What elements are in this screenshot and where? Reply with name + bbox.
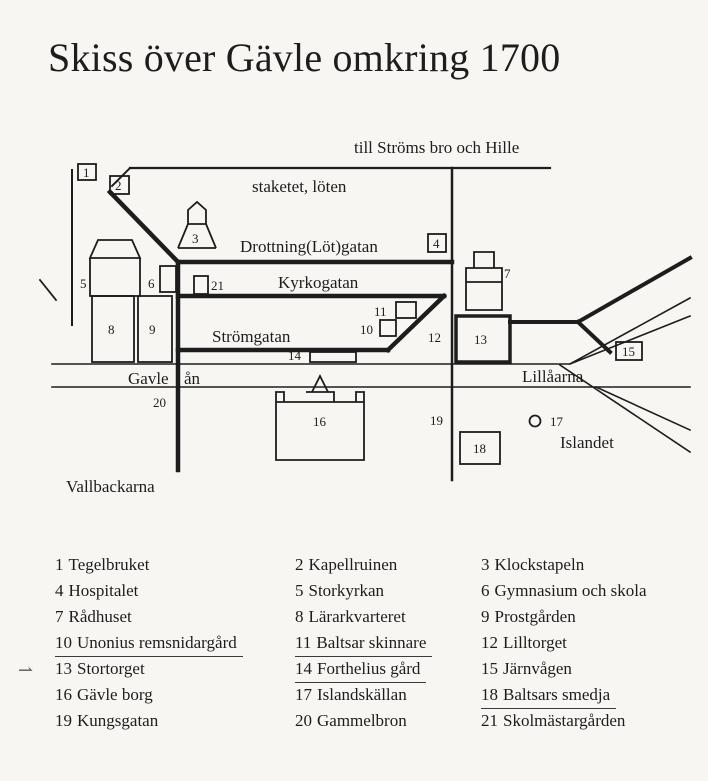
number-10: 10	[360, 322, 373, 337]
number-5: 5	[80, 276, 87, 291]
legend-name: Forthelius gård	[317, 659, 421, 678]
label-vallbackarna: Vallbackarna	[66, 477, 155, 496]
legend	[55, 552, 695, 734]
legend-name: Tegelbruket	[68, 555, 150, 574]
legend-number: 14	[295, 659, 312, 678]
legend-name: Prostgården	[494, 607, 576, 626]
box-6	[160, 266, 176, 292]
road-islandet-2	[596, 387, 690, 430]
legend-name: Rådhuset	[68, 607, 132, 626]
number-4: 4	[433, 236, 440, 251]
legend-name: Baltsar skinnare	[316, 633, 427, 652]
west-edge-line	[40, 280, 56, 300]
legend-number: 11	[295, 633, 312, 652]
legend-number: 2	[295, 555, 304, 574]
legend-name: Storkyrkan	[308, 581, 385, 600]
number-17: 17	[550, 414, 563, 429]
legend-item	[481, 578, 647, 604]
marker-17-islandskallan	[530, 416, 541, 427]
legend-number: 9	[481, 607, 490, 626]
page-title: Skiss över Gävle omkring 1700	[48, 35, 561, 80]
number-20: 20	[153, 395, 166, 410]
building-5-storkyrkan	[90, 240, 140, 296]
number-11: 11	[374, 304, 387, 319]
legend-item	[481, 656, 572, 682]
number-3: 3	[192, 231, 199, 246]
number-18: 18	[473, 441, 486, 456]
legend-name: Skolmästargården	[503, 711, 626, 730]
legend-item	[481, 552, 584, 578]
legend-number: 21	[481, 711, 498, 730]
legend-number: 20	[295, 711, 312, 730]
legend-item	[55, 552, 149, 578]
label-kyrkogatan: Kyrkogatan	[278, 273, 359, 292]
margin-pen-mark: ⇀	[18, 660, 34, 680]
legend-number: 7	[55, 607, 64, 626]
legend-name: Kungsgatan	[77, 711, 159, 730]
number-6: 6	[148, 276, 155, 291]
legend-row	[55, 604, 695, 630]
legend-number: 13	[55, 659, 72, 678]
legend-name: Islandskällan	[317, 685, 407, 704]
label-stromgatan: Strömgatan	[212, 327, 291, 346]
legend-item	[55, 708, 158, 734]
legend-number: 17	[295, 685, 312, 704]
number-8: 8	[108, 322, 115, 337]
legend-name: Lilltorget	[503, 633, 567, 652]
legend-name: Klockstapeln	[494, 555, 585, 574]
legend-row	[55, 552, 695, 578]
legend-number: 15	[481, 659, 498, 678]
number-1: 1	[83, 165, 90, 180]
number-9: 9	[149, 322, 156, 337]
number-7: 7	[504, 266, 511, 281]
legend-item	[55, 682, 153, 708]
box-11	[396, 302, 416, 318]
number-13: 13	[474, 332, 487, 347]
number-21: 21	[211, 278, 224, 293]
legend-number: 1	[55, 555, 64, 574]
legend-name: Hospitalet	[68, 581, 139, 600]
legend-number: 12	[481, 633, 498, 652]
number-16: 16	[313, 414, 326, 429]
legend-item	[295, 578, 384, 604]
road-diagonal	[110, 192, 178, 262]
label-islandet: Islandet	[560, 433, 614, 452]
number-14: 14	[288, 348, 301, 363]
legend-name: Lärarkvarteret	[308, 607, 406, 626]
legend-row	[55, 578, 695, 604]
legend-name: Stortorget	[77, 659, 145, 678]
legend-item	[55, 630, 243, 657]
legend-name: Gävle borg	[77, 685, 153, 704]
legend-name: Gammelbron	[317, 711, 407, 730]
legend-item	[55, 578, 138, 604]
road-east-diagonal	[578, 322, 610, 352]
legend-item	[481, 708, 625, 734]
legend-row	[55, 708, 695, 734]
number-2: 2	[115, 178, 122, 193]
legend-item	[295, 630, 432, 657]
legend-item	[295, 656, 426, 683]
legend-item	[295, 552, 397, 578]
legend-number: 3	[481, 555, 490, 574]
label-gavle: Gavle	[128, 369, 169, 388]
legend-number: 18	[481, 685, 498, 704]
number-15: 15	[622, 344, 635, 359]
legend-name: Baltsars smedja	[503, 685, 611, 704]
legend-number: 4	[55, 581, 64, 600]
box-21	[194, 276, 208, 294]
number-12: 12	[428, 330, 441, 345]
legend-item	[481, 630, 567, 656]
legend-row	[55, 682, 695, 708]
label-staketet: staketet, löten	[252, 177, 347, 196]
box-10	[380, 320, 396, 336]
legend-number: 6	[481, 581, 490, 600]
label-an: ån	[184, 369, 201, 388]
legend-item	[295, 708, 407, 734]
legend-name: Gymnasium och skola	[494, 581, 647, 600]
legend-name: Järnvågen	[503, 659, 572, 678]
legend-number: 16	[55, 685, 72, 704]
legend-number: 5	[295, 581, 304, 600]
legend-item	[55, 604, 132, 630]
label-drottninggatan: Drottning(Löt)gatan	[240, 237, 378, 256]
legend-item	[55, 656, 145, 682]
number-19: 19	[430, 413, 443, 428]
legend-item	[295, 682, 407, 708]
legend-row	[55, 630, 695, 656]
legend-name: Unonius remsnidargård	[77, 633, 237, 652]
label-north-road: till Ströms bro och Hille	[354, 138, 520, 157]
legend-name: Kapellruinen	[308, 555, 398, 574]
box-14	[310, 352, 356, 362]
legend-number: 19	[55, 711, 72, 730]
legend-row	[55, 656, 695, 682]
building-7-radhuset	[466, 252, 502, 310]
label-lillaarna: Lillåarna	[522, 367, 584, 386]
legend-number: 10	[55, 633, 72, 652]
legend-item	[481, 682, 616, 709]
legend-number: 8	[295, 607, 304, 626]
legend-item	[295, 604, 406, 630]
legend-item	[481, 604, 576, 630]
